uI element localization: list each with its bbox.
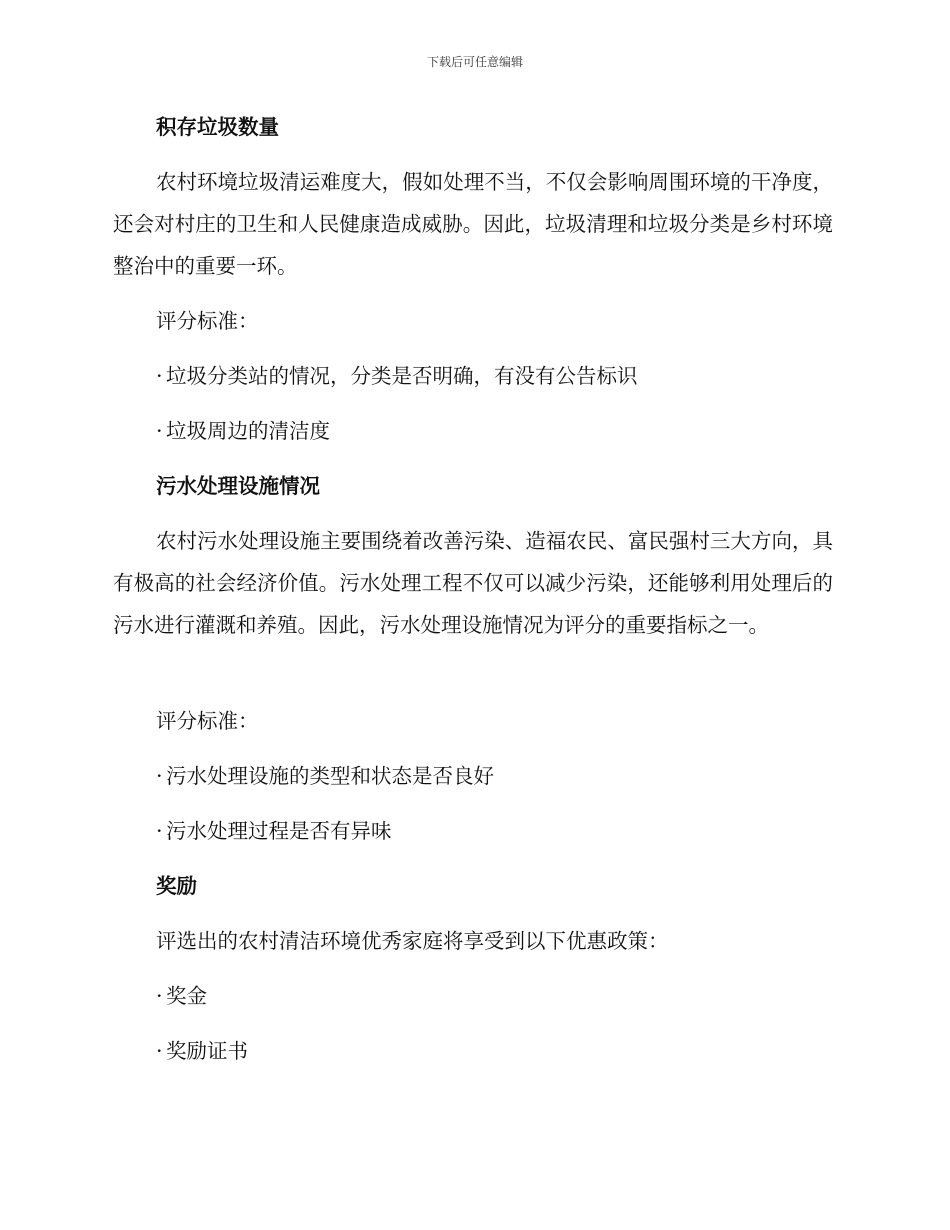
section-paragraph-reward: 评选出的农村清洁环境优秀家庭将享受到以下优惠政策： bbox=[156, 929, 669, 953]
bullet-icon: · bbox=[156, 819, 163, 843]
bullet-icon: · bbox=[156, 419, 163, 443]
section-heading-sewage: 污水处理设施情况 bbox=[156, 474, 320, 498]
list-item bbox=[113, 410, 833, 452]
list-item bbox=[113, 1030, 833, 1072]
section-paragraph-sewage: 农村污水处理设施主要围绕着改善污染、造福农民、富民强村三大方向，具有极高的社会经济价值。污水处理工程不仅可以减少污染，还能够利用处理后的污水进行灌溉和养殖。因此，污水处理设施情况为评分的重要指标之一。 bbox=[113, 529, 833, 637]
list-item bbox=[113, 755, 833, 797]
list-item-text: 奖金 bbox=[166, 984, 207, 1008]
page-header: 下载后可任意编辑 bbox=[426, 55, 523, 69]
bullet-icon: · bbox=[156, 364, 163, 388]
list-item-text: 垃圾分类站的情况，分类是否明确，有没有公告标识 bbox=[166, 364, 638, 388]
criteria-label-sewage: 评分标准： bbox=[156, 709, 259, 733]
list-item bbox=[113, 810, 833, 852]
bullet-icon: · bbox=[156, 984, 163, 1008]
section-heading-reward: 奖励 bbox=[156, 874, 197, 898]
list-item-text: 污水处理设施的类型和状态是否良好 bbox=[166, 764, 494, 788]
section-heading-garbage: 积存垃圾数量 bbox=[156, 115, 279, 139]
section-paragraph-garbage: 农村环境垃圾清运难度大，假如处理不当，不仅会影响周围环境的干净度，还会对村庄的卫生和人民健康造成威胁。因此，垃圾清理和垃圾分类是乡村环境整治中的重要一环。 bbox=[113, 170, 833, 278]
bullet-icon: · bbox=[156, 764, 163, 788]
bullet-icon: · bbox=[156, 1039, 163, 1063]
criteria-label-garbage: 评分标准： bbox=[156, 309, 259, 333]
list-item bbox=[113, 355, 833, 397]
list-item-text: 垃圾周边的清洁度 bbox=[166, 419, 330, 443]
list-item bbox=[113, 975, 833, 1017]
list-item-text: 奖励证书 bbox=[166, 1039, 248, 1063]
list-item-text: 污水处理过程是否有异味 bbox=[166, 819, 392, 843]
